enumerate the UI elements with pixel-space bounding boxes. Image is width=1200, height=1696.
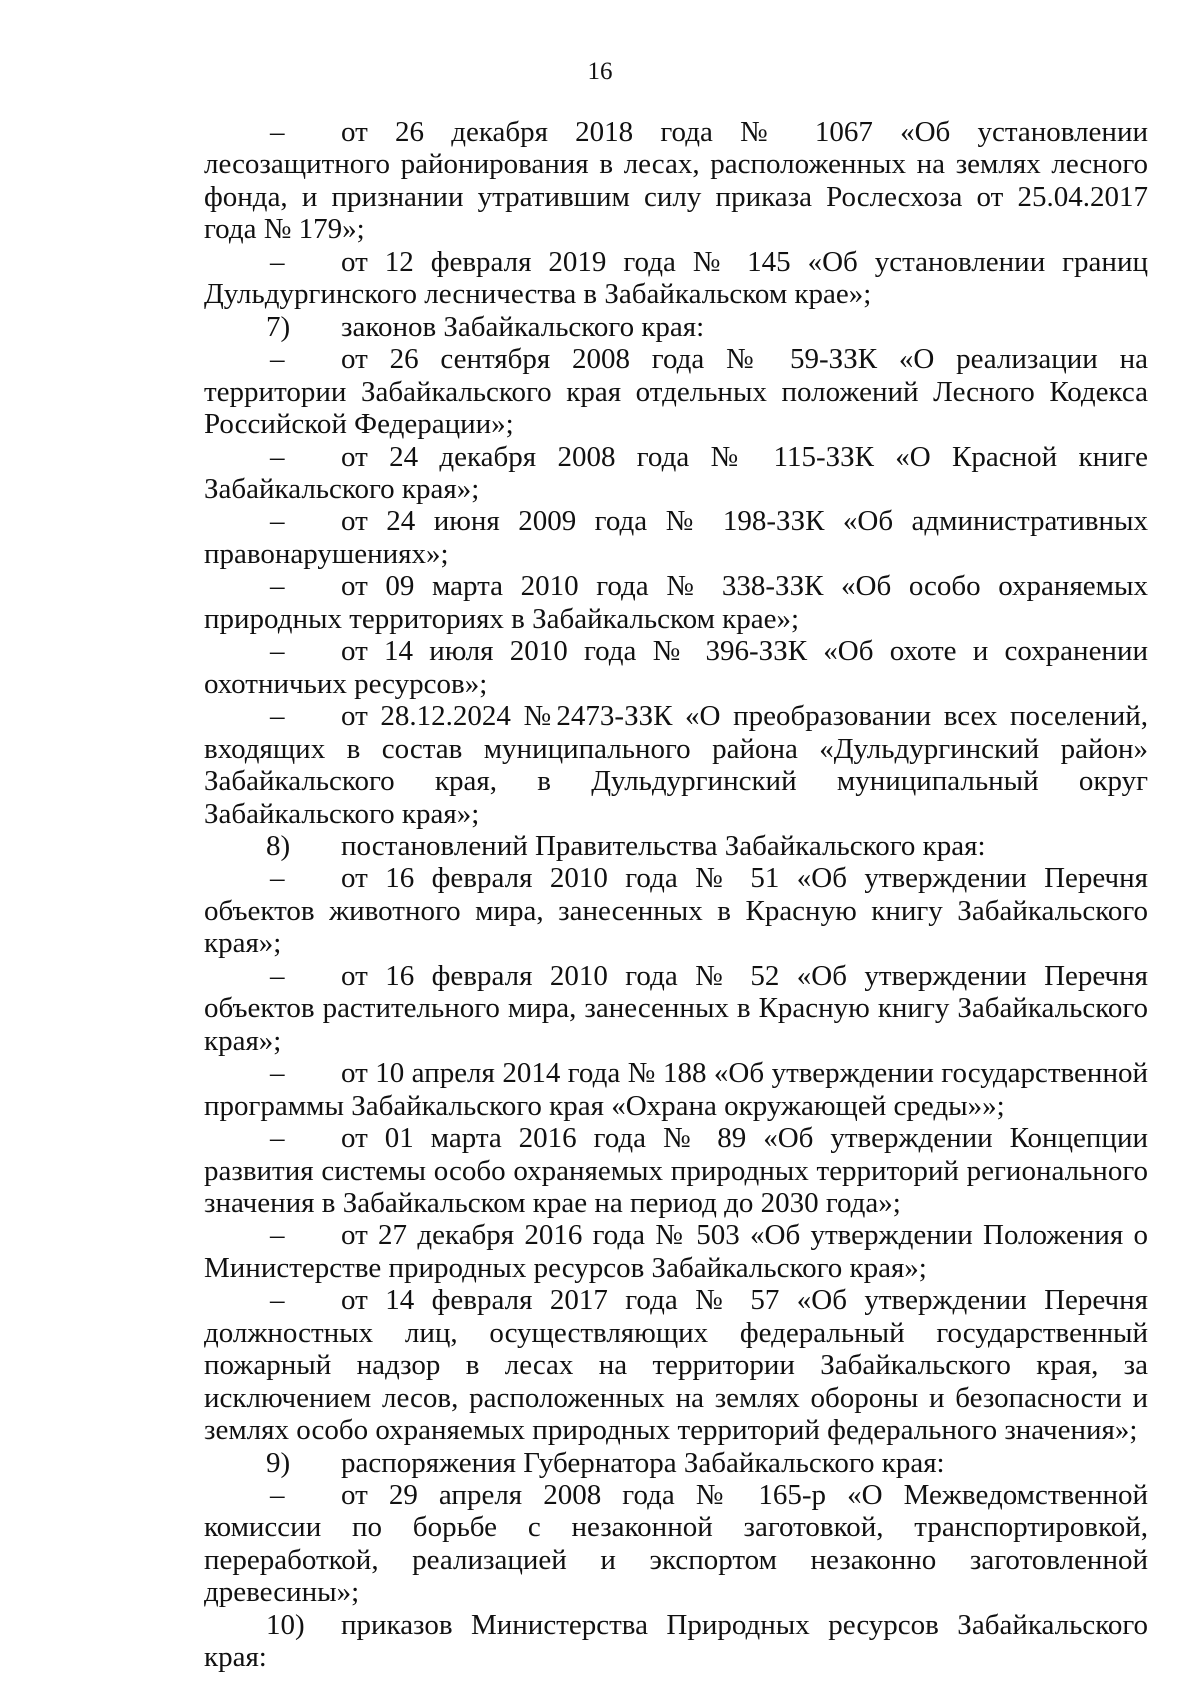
numbered-list-item — [204, 1447, 1148, 1479]
paragraph-text: приказов Министерства Природных ресурсов Забайкальского края: — [204, 1608, 1148, 1674]
dash-list-item — [204, 1057, 1148, 1122]
list-number: 8) — [266, 829, 291, 862]
paragraph-text: постановлений Правительства Забайкальского края: — [341, 829, 986, 862]
list-dash: – — [270, 440, 285, 473]
paragraph-text: от 01 марта 2016 года № 89 «Об утверждении Концепции развития системы особо охраняемых природных территорий регионального значения в Забайкальском крае на период до 2030 года»; — [204, 1122, 1148, 1219]
dash-list-item — [204, 505, 1148, 570]
dash-list-item — [204, 343, 1148, 440]
dash-list-item — [204, 960, 1148, 1057]
paragraph-text: распоряжения Губернатора Забайкальского края: — [341, 1446, 945, 1479]
list-dash: – — [270, 1284, 285, 1317]
numbered-list-item — [204, 1609, 1148, 1674]
paragraph-text: от 09 марта 2010 года № 338-ЗЗК «Об особо охраняемых природных территориях в Забайкальском крае»; — [204, 570, 1148, 635]
list-dash: – — [270, 862, 285, 895]
dash-list-item — [204, 1479, 1148, 1609]
list-dash: – — [270, 700, 285, 733]
paragraph-text: от 26 сентября 2008 года № 59-ЗЗК «О реализации на территории Забайкальского края отдельных положений Лесного Кодекса Российской Федерации»; — [204, 343, 1148, 441]
paragraph-text: от 27 декабря 2016 года № 503 «Об утверждении Положения о Министерстве природных ресурсов Забайкальского края»; — [204, 1219, 1148, 1284]
numbered-list-item — [204, 830, 1148, 862]
list-dash: – — [270, 635, 285, 668]
list-dash: – — [270, 959, 285, 992]
paragraph-text: от 26 декабря 2018 года № 1067 «Об установлении лесозащитного районирования в лесах, расположенных на землях лесного фонда, и признании утратившим силу приказа Рослесхоза от 25.04.2017 года № 179»; — [204, 116, 1148, 246]
dash-list-item — [204, 635, 1148, 700]
paragraph-text: от 10 апреля 2014 года № 188 «Об утверждении государственной программы Забайкальского края «Охрана окружающей среды»»; — [204, 1057, 1148, 1122]
page-number: 16 — [587, 58, 613, 85]
list-number: 7) — [266, 310, 291, 343]
paragraph-text: от 24 июня 2009 года № 198-ЗЗК «Об административных правонарушениях»; — [204, 505, 1148, 570]
paragraph-text: от 29 апреля 2008 года № 165-р «О Межведомственной комиссии по борьбе с незаконной заготовкой, транспортировкой, переработкой, реализацией и экспортом незаконно заготовленной древесины»; — [204, 1479, 1148, 1609]
paragraph-text: от 16 февраля 2010 года № 52 «Об утверждении Перечня объектов растительного мира, занесенных в Красную книгу Забайкальского края»; — [204, 959, 1148, 1057]
list-dash: – — [270, 116, 285, 148]
dash-list-item — [204, 116, 1148, 246]
paragraph-text: законов Забайкальского края: — [341, 310, 705, 343]
paragraph-text: от 14 июля 2010 года № 396-ЗЗК «Об охоте и сохранении охотничьих ресурсов»; — [204, 635, 1148, 700]
dash-list-item — [204, 570, 1148, 635]
dash-list-item — [204, 862, 1148, 959]
paragraph-text: от 12 февраля 2019 года № 145 «Об установлении границ Дульдургинского лесничества в Забайкальском крае»; — [204, 245, 1148, 311]
paragraph-text: от 28.12.2024 №2473-ЗЗК «О преобразовании всех поселений, входящих в состав муниципального района «Дульдургинский район» Забайкальского края, в Дульдургинский муниципальный округ Забайкальского края»; — [204, 700, 1148, 830]
numbered-list-item — [204, 311, 1148, 343]
dash-list-item — [204, 1219, 1148, 1284]
list-dash: – — [270, 570, 285, 603]
list-dash: – — [270, 1122, 285, 1155]
list-dash: – — [270, 245, 285, 278]
list-number: 10) — [266, 1608, 305, 1641]
paragraph-text: от 14 февраля 2017 года № 57 «Об утверждении Перечня должностных лиц, осуществляющих федеральный государственный пожарный надзор в лесах на территории Забайкальского края, за исключением лесов, расположенных на землях обороны и безопасности и землях особо охраняемых природных территорий федерального значения»; — [204, 1284, 1148, 1447]
list-dash: – — [270, 343, 285, 376]
dash-list-item — [204, 441, 1148, 506]
dash-list-item — [204, 700, 1148, 830]
list-dash: – — [270, 1479, 285, 1512]
list-dash: – — [270, 1219, 285, 1252]
list-dash: – — [270, 1057, 285, 1090]
dash-list-item — [204, 246, 1148, 311]
dash-list-item — [204, 1284, 1148, 1446]
dash-list-item — [204, 1122, 1148, 1219]
list-number: 9) — [266, 1446, 291, 1479]
list-dash: – — [270, 505, 285, 538]
document-body — [204, 116, 1148, 1674]
paragraph-text: от 16 февраля 2010 года № 51 «Об утверждении Перечня объектов животного мира, занесенных в Красную книгу Забайкальского края»; — [204, 862, 1148, 960]
paragraph-text: от 24 декабря 2008 года № 115-ЗЗК «О Красной книге Забайкальского края»; — [204, 440, 1148, 505]
